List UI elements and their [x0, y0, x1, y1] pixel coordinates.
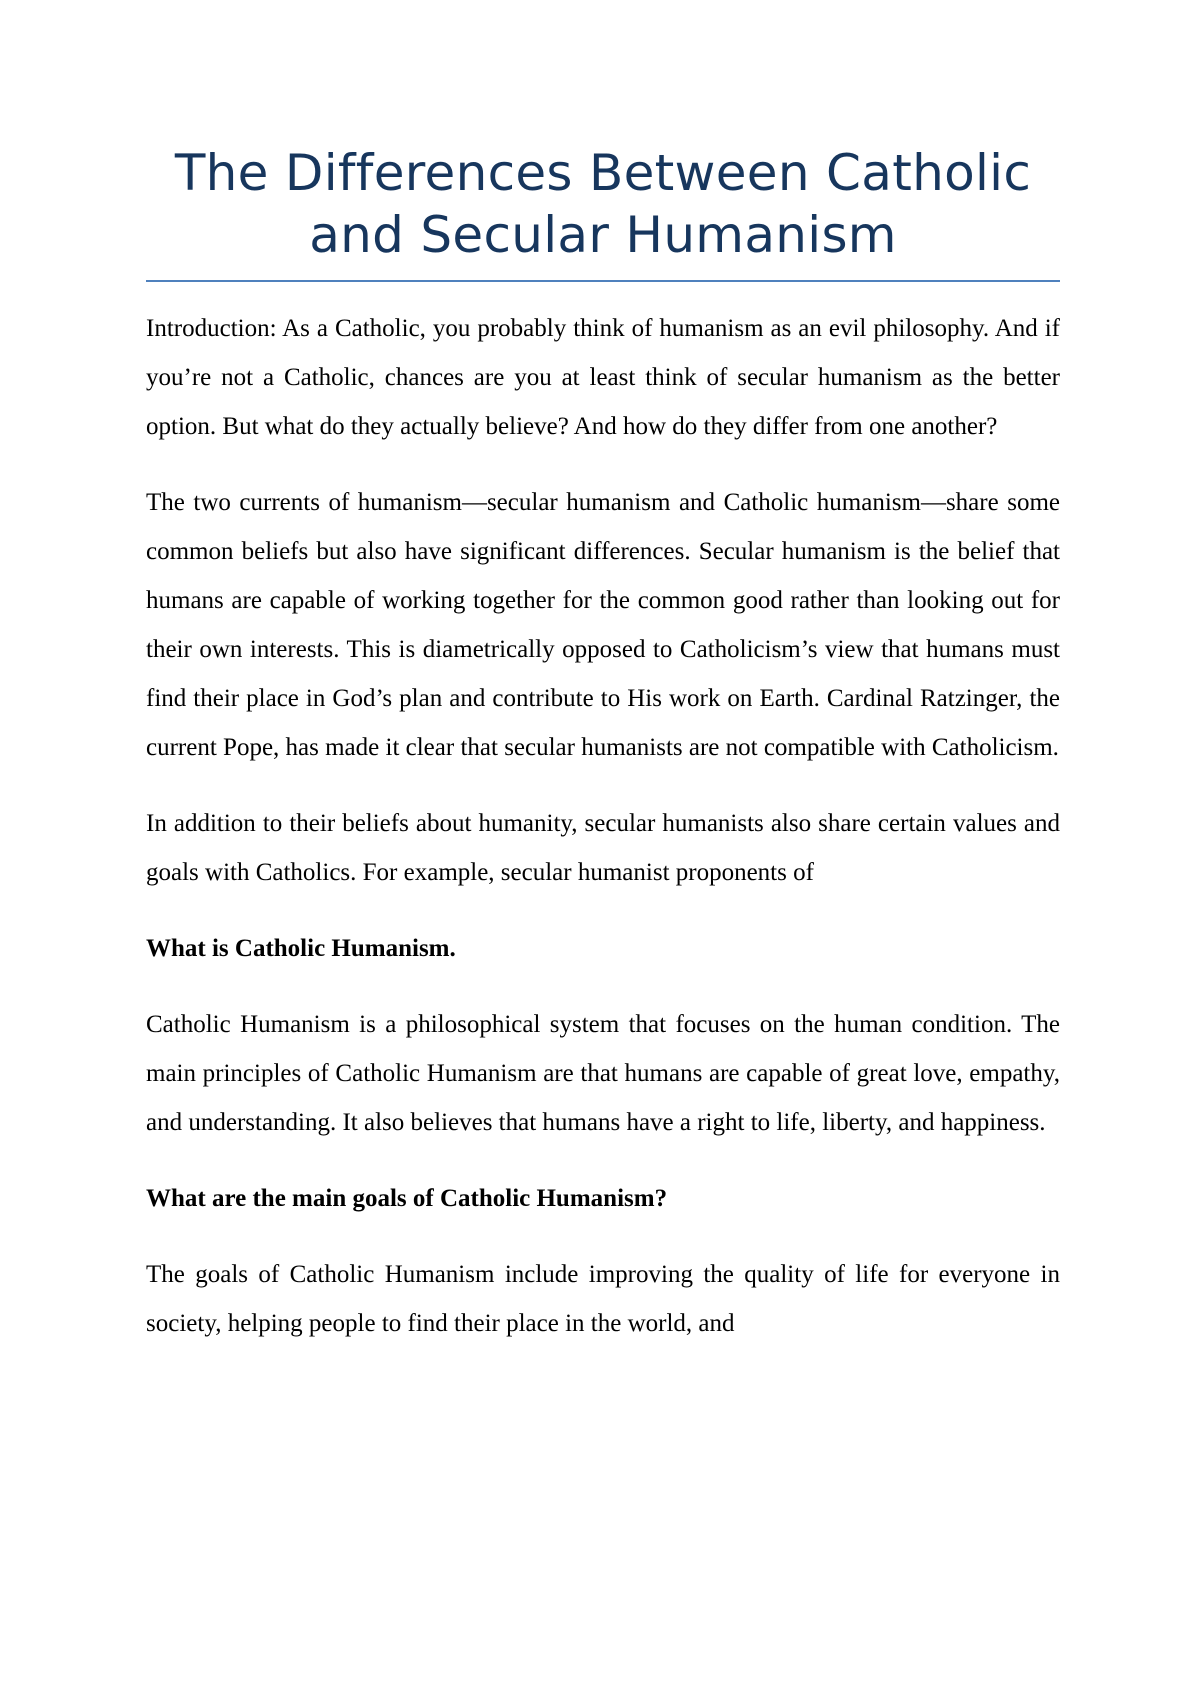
section-body-what-is: Catholic Humanism is a philosophical system that focuses on the human condition. The main principles of Catholic Humanism are that humans are capable of great love, empathy, and understanding. It also believes that humans have a right to life, liberty, and happiness.	[146, 1011, 1060, 1136]
section-heading-what-is: What is Catholic Humanism.	[146, 935, 456, 962]
title-line-2: and Secular Humanism	[309, 206, 897, 264]
title-line-1: The Differences Between Catholic	[174, 144, 1032, 202]
values-paragraph: In addition to their beliefs about humanity, secular humanists also share certain values and goals with Catholics. For example, secular humanist proponents of	[146, 810, 1060, 886]
section-body-goals: The goals of Catholic Humanism include improving the quality of life for everyone in society, helping people to find their place in the world, and	[146, 1261, 1060, 1337]
document-content	[146, 142, 1060, 1375]
section-heading-goals: What are the main goals of Catholic Humanism?	[146, 1185, 668, 1212]
intro-paragraph: Introduction: As a Catholic, you probably think of humanism as an evil philosophy. And if you’re not a Catholic, chances are you at least think of secular humanism as the better option. But what do they actually believe? And how do they differ from one another?	[146, 315, 1060, 440]
currents-paragraph: The two currents of humanism—secular humanism and Catholic humanism—share some common beliefs but also have significant differences. Secular humanism is the belief that humans are capable of working together for the common good rather than looking out for their own interests. This is diametrically opposed to Catholicism’s view that humans must find their place in God’s plan and contribute to His work on Earth. Cardinal Ratzinger, the current Pope, has made it clear that secular humanists are not compatible with Catholicism.	[146, 489, 1060, 761]
title-underline	[146, 280, 1060, 282]
document-title	[146, 142, 1060, 280]
